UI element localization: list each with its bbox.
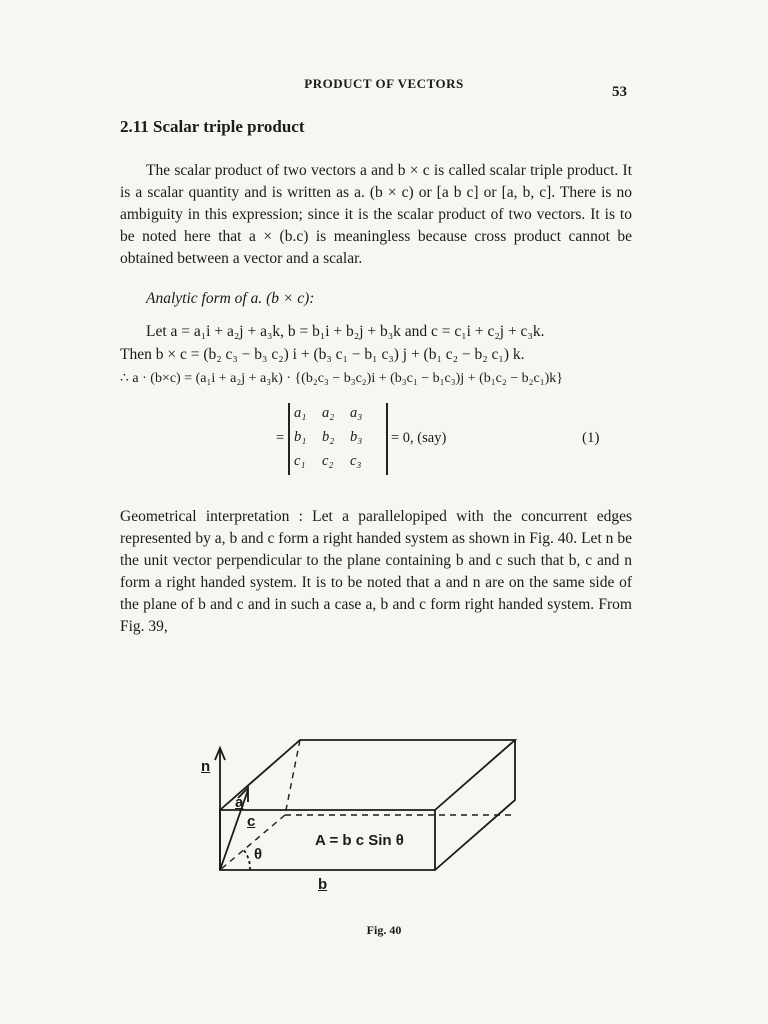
top-face <box>220 740 515 810</box>
page-number: 53 <box>612 84 627 100</box>
paragraph-definition-text: The scalar product of two vectors a and b × c is called scalar triple product. It is a scalar quantity and is written as a. (b × c) or [a b c] or [a, b, c]. There is no ambiguity in this expression; since it is the scalar product of two vectors. It is to be noted here that a × (b.c) is meaningless because cross product cannot be obtained between a vector and a scalar. <box>120 162 632 267</box>
parallelepiped-figure <box>190 730 520 910</box>
determinant-equals: = <box>276 430 285 446</box>
determinant-cell: a₂ <box>322 405 335 421</box>
paragraph-geometrical-interpretation: Geometrical interpretation : Let a parallelopiped with the concurrent edges represented by a, b and c form a right handed system as shown in Fig. 40. Let n be the unit vector perpendicular to the plane containing b and c such that b, c and n form a right handed system. It is to be noted that a and n are on the same side of the plane of b and c and in such a case a, b and c form right handed system. From Fig. 39, <box>120 508 632 635</box>
theta-arc <box>242 848 250 870</box>
figure-caption: Fig. 40 <box>366 923 402 937</box>
label-b: b <box>318 876 328 893</box>
section-heading: 2.11 Scalar triple product <box>120 117 305 136</box>
determinant-result: = 0, (say) <box>391 430 447 446</box>
label-area-formula: A = b c Sin θ <box>315 832 404 849</box>
determinant-cell: b₃ <box>350 429 363 445</box>
analytic-form-heading: Analytic form of a. (b × c): <box>146 290 315 307</box>
paragraph-definition <box>120 160 632 270</box>
label-theta: θ <box>254 846 263 863</box>
determinant-row <box>294 453 378 477</box>
determinant-cell: c₂ <box>322 453 334 469</box>
equation-line-1: Let a = a₁i + a₂j + a₃k, b = b₁i + b₂j + b₃k and c = c₁i + c₂j + c₃k. <box>146 323 545 340</box>
label-n: n <box>201 758 211 775</box>
determinant-right-bar <box>386 403 388 475</box>
equation-line-2: Then b × c = (b₂ c₃ − b₃ c₂) i + (b₃ c₁ − b₁ c₃) j + (b₁ c₂ − b₂ c₁) k. <box>120 346 525 363</box>
determinant-cell: b₂ <box>322 429 335 445</box>
determinant-left-bar <box>288 403 290 475</box>
running-header: PRODUCT OF VECTORS <box>304 76 464 91</box>
equation-line-3: ∴ a · (b×c) = (a₁i + a₂j + a₃k) · {(b₂c₃ − b₃c₂)i + (b₃c₁ − b₁c₃)j + (b₁c₂ − b₂c₁)k} <box>120 371 563 386</box>
determinant-row <box>294 405 378 429</box>
determinant-cell: c₃ <box>350 453 362 469</box>
determinant-grid <box>294 405 378 477</box>
determinant-cell: a₃ <box>350 405 363 421</box>
determinant-cell: c₁ <box>294 453 306 469</box>
label-a: a <box>235 794 244 811</box>
right-face <box>435 740 515 870</box>
equation-number: (1) <box>582 430 600 446</box>
determinant-cell: a₁ <box>294 405 307 421</box>
determinant-cell: b₁ <box>294 429 307 445</box>
label-c: c <box>247 813 256 830</box>
determinant-row <box>294 429 378 453</box>
